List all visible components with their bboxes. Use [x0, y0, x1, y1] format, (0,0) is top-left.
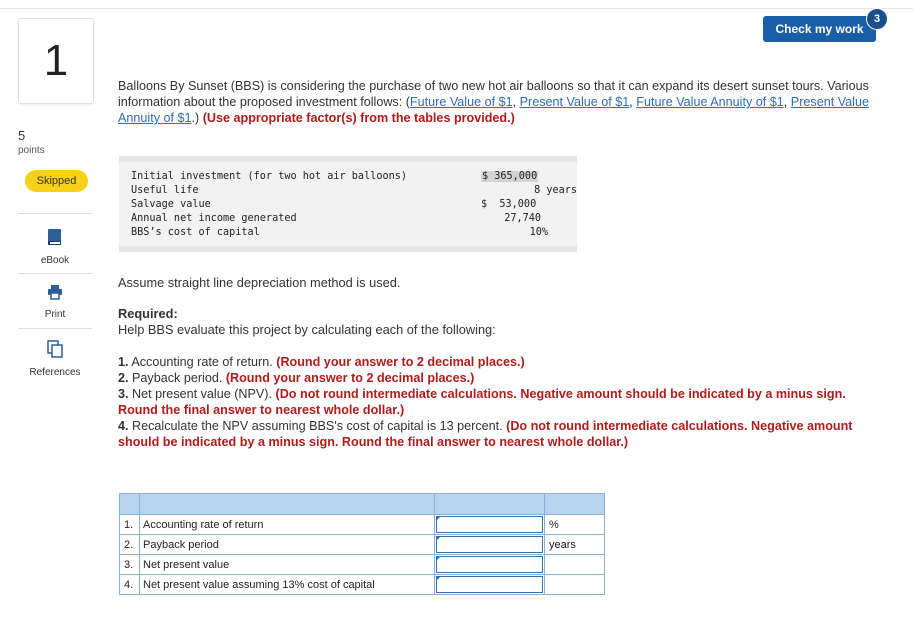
link-present-value-annuity[interactable]: Present Value Annuity of $1: [118, 95, 869, 125]
top-divider: [0, 8, 913, 9]
npv-input[interactable]: [437, 557, 546, 574]
question-number-box: [18, 18, 94, 104]
info-label: Useful life: [131, 185, 199, 196]
question-intro: Balloons By Sunset (BBS) is considering the purchase of two new hot air balloons so that it can expand its desert sunset tours. Various information about the proposed investment follows: (Future Value of $1, Present Value of $1, Future Value Annuity of $1, Present Value Annuity of $1.) (Use appropriate factor(s) from the tables provided.): [118, 79, 869, 125]
info-value: $ 365,000: [482, 171, 538, 182]
list-item: 1. Accounting rate of return. (Round your answer to 2 decimal places.): [118, 355, 525, 369]
printer-icon: [47, 284, 63, 305]
sidebar-divider: [18, 213, 92, 214]
link-future-value[interactable]: Future Value of $1: [409, 95, 513, 109]
info-value: $ 53,000: [481, 199, 537, 210]
info-label: Initial investment (for two hot air balloons): [131, 171, 408, 182]
link-future-value-annuity[interactable]: Future Value Annuity of $1: [636, 95, 784, 109]
sidebar-item-references[interactable]: [18, 340, 92, 392]
sidebar-item-label: eBook: [40, 255, 70, 266]
investment-info-table: [119, 156, 577, 252]
intro-instruction: (Use appropriate factor(s) from the tables provided.): [202, 111, 515, 125]
npv-13-input[interactable]: [437, 577, 546, 594]
required-subtext: Help BBS evaluate this project by calculating each of the following:: [118, 322, 496, 337]
list-item: 3. Net present value (NPV). (Do not round intermediate calculations. Negative amount should be indicated by a minus sign. Round the final answer to nearest whole dollar.): [118, 387, 846, 417]
table-row: 2. Payback period years: [120, 535, 605, 555]
info-label: BBS’s cost of capital: [131, 227, 260, 238]
answer-table-header: [120, 494, 605, 515]
status-badge: Skipped: [25, 170, 88, 192]
table-row: 4. Net present value assuming 13% cost of capital: [120, 575, 605, 595]
points-label: points: [18, 145, 45, 156]
list-item: 4. Recalculate the NPV assuming BBS's cost of capital is 13 percent. (Do not round intermediate calculations. Negative amount should be indicated by a minus sign. Round the final answer to nearest whole dollar.): [118, 419, 853, 449]
table-row: 3. Net present value: [120, 555, 605, 575]
points-value: 5: [18, 128, 26, 143]
table-row: 1. Accounting rate of return %: [120, 515, 605, 535]
required-list: [118, 354, 883, 450]
sidebar-divider: [18, 273, 92, 274]
intro-close: .): [191, 111, 200, 125]
book-icon: [47, 228, 63, 251]
info-label: Annual net income generated: [131, 213, 297, 224]
assumption-text: Assume straight line depreciation method is used.: [118, 275, 401, 290]
info-value: 8 years: [534, 185, 577, 196]
link-present-value[interactable]: Present Value of $1: [519, 95, 630, 109]
intro-text: Balloons By Sunset (BBS) is considering the purchase of two new hot air balloons so that it can expand its desert sunset tours. Various information about the proposed investment follows: (: [118, 79, 869, 109]
answer-table: [119, 493, 605, 595]
sidebar-item-label: References: [29, 367, 81, 378]
check-my-work-button[interactable]: Check my work: [763, 16, 876, 42]
payback-period-input[interactable]: [437, 537, 546, 554]
sidebar-item-label: Print: [44, 309, 66, 320]
info-value: 27,740: [504, 213, 541, 224]
required-heading: Required:: [118, 306, 178, 321]
list-item: 2. Payback period. (Round your answer to 2 decimal places.): [118, 371, 475, 385]
question-number: 1: [43, 36, 69, 85]
info-label: Salvage value: [131, 199, 211, 210]
sidebar-divider: [18, 328, 92, 329]
info-value: 10%: [529, 227, 548, 238]
attempts-badge: 3: [866, 8, 888, 30]
references-icon: [47, 340, 63, 363]
accounting-rate-input[interactable]: [437, 517, 546, 534]
